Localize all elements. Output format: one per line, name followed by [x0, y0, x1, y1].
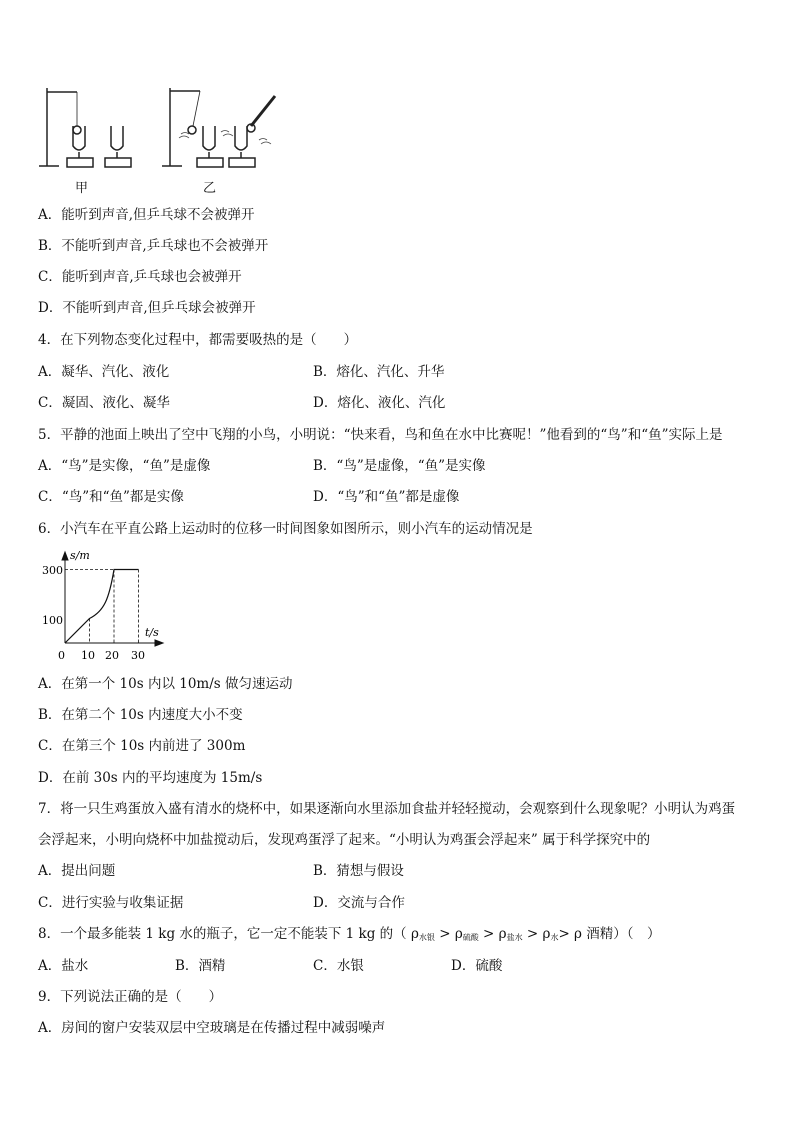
tuning-fork-figure	[35, 82, 285, 197]
q7-option-c: C．进行实验与收集证据	[38, 895, 184, 911]
q8-option-d: D．硫酸	[451, 958, 503, 974]
y-tick-300: 300	[42, 564, 63, 577]
q4-option-b: B．熔化、汽化、升华	[313, 364, 445, 380]
rho-mercury: ρ	[410, 926, 419, 942]
q7-stem-line2: 会浮起来，小明向烧杯中加盐搅动后，发现鸡蛋浮了起来。“小明认为鸡蛋会浮起来” 属于科学探究中的	[38, 832, 651, 848]
y-axis-arrow	[62, 552, 68, 560]
sub-sulfuric: 硫酸	[462, 933, 479, 942]
q7-stem-line1: 7．将一只生鸡蛋放入盛有清水的烧杯中，如果逐渐向水里添加食盐并轻轻搅动，会观察到什么现象呢？小明认为鸡蛋	[38, 801, 736, 817]
q8-stem: 8．一个最多能装 1 kg 水的瓶子，它一定不能装下 1 kg 的（ $\rho_{水银} > \rho_{硫酸} > \rho_{盐水} > \rho_水> \rho$ 酒精）（ ）	[38, 926, 661, 942]
rho-saltwater: ρ	[498, 926, 507, 942]
q8-option-b: B．酒精	[175, 958, 226, 974]
rho-alcohol: ρ	[574, 926, 582, 942]
rho-sulfuric: ρ	[454, 926, 463, 942]
q6-option-b: B．在第二个 10s 内速度大小不变	[38, 707, 243, 723]
q3-option-b: B．不能听到声音,乒乓球也不会被弹开	[38, 238, 269, 254]
q5-option-c: C．“鸟”和“鱼”都是实像	[38, 489, 184, 505]
rho-water: ρ	[542, 926, 551, 942]
q6-option-c: C．在第三个 10s 内前进了 300m	[38, 738, 246, 754]
q7-option-b: B．猜想与假设	[313, 863, 404, 879]
q8-stem-tail: 酒精）（ ）	[586, 926, 661, 942]
q5-option-d: D．“鸟”和“鱼”都是虚像	[313, 489, 460, 505]
x-axis-label: t/s	[145, 626, 159, 639]
x-tick-10: 10	[81, 649, 95, 662]
q7-option-d: D．交流与合作	[313, 895, 405, 911]
q4-option-a: A．凝华、汽化、液化	[38, 364, 170, 380]
q4-stem: 4．在下列物态变化过程中，都需要吸热的是（ ）	[38, 332, 358, 348]
q8-option-a: A．盐水	[38, 958, 89, 974]
q3-option-a: A．能听到声音,但乒乓球不会被弹开	[38, 207, 255, 223]
q5-stem: 5．平静的池面上映出了空中飞翔的小鸟，小明说：“快来看，鸟和鱼在水中比赛呢！”他看到的“鸟”和“鱼”实际上是	[38, 427, 723, 443]
sub-mercury: 水银	[418, 933, 435, 942]
q5-option-b: B．“鸟”是虚像，“鱼”是实像	[313, 458, 486, 474]
sub-saltwater: 盐水	[506, 933, 523, 942]
q4-option-c: C．凝固、液化、凝华	[38, 395, 170, 411]
x-axis-arrow	[155, 640, 163, 646]
x-tick-20: 20	[105, 649, 119, 662]
st-curve	[65, 570, 139, 644]
figure-label-left: 甲	[75, 181, 89, 196]
q8-stem-start: 8．一个最多能装 1 kg 水的瓶子，它一定不能装下 1 kg 的（	[38, 926, 407, 942]
q9-stem: 9．下列说法正确的是（ ）	[38, 989, 223, 1005]
q6-option-d: D．在前 30s 内的平均速度为 15m/s	[38, 770, 263, 786]
q6-option-a: A．在第一个 10s 内以 10m/s 做匀速运动	[38, 676, 293, 692]
figure-label-right: 乙	[203, 181, 217, 196]
x-tick-0: 0	[58, 649, 65, 662]
y-axis-label: s/m	[70, 549, 90, 562]
x-tick-30: 30	[131, 649, 145, 662]
q8-option-c: C．水银	[313, 958, 364, 974]
q6-st-graph	[35, 548, 170, 666]
q4-option-d: D．熔化、液化、汽化	[313, 395, 446, 411]
q5-option-a: A．“鸟”是实像，“鱼”是虚像	[38, 458, 211, 474]
q9-option-a: A．房间的窗户安装双层中空玻璃是在传播过程中减弱噪声	[38, 1020, 386, 1036]
q3-option-d: D．不能听到声音,但乒乓球会被弹开	[38, 300, 256, 316]
q3-option-c: C．能听到声音,乒乓球也会被弹开	[38, 269, 242, 285]
y-tick-100: 100	[42, 614, 63, 627]
q6-stem: 6．小汽车在平直公路上运动时的位移一时间图象如图所示，则小汽车的运动情况是	[38, 521, 533, 537]
q7-option-a: A．提出问题	[38, 863, 116, 879]
sub-water: 水	[550, 933, 559, 942]
